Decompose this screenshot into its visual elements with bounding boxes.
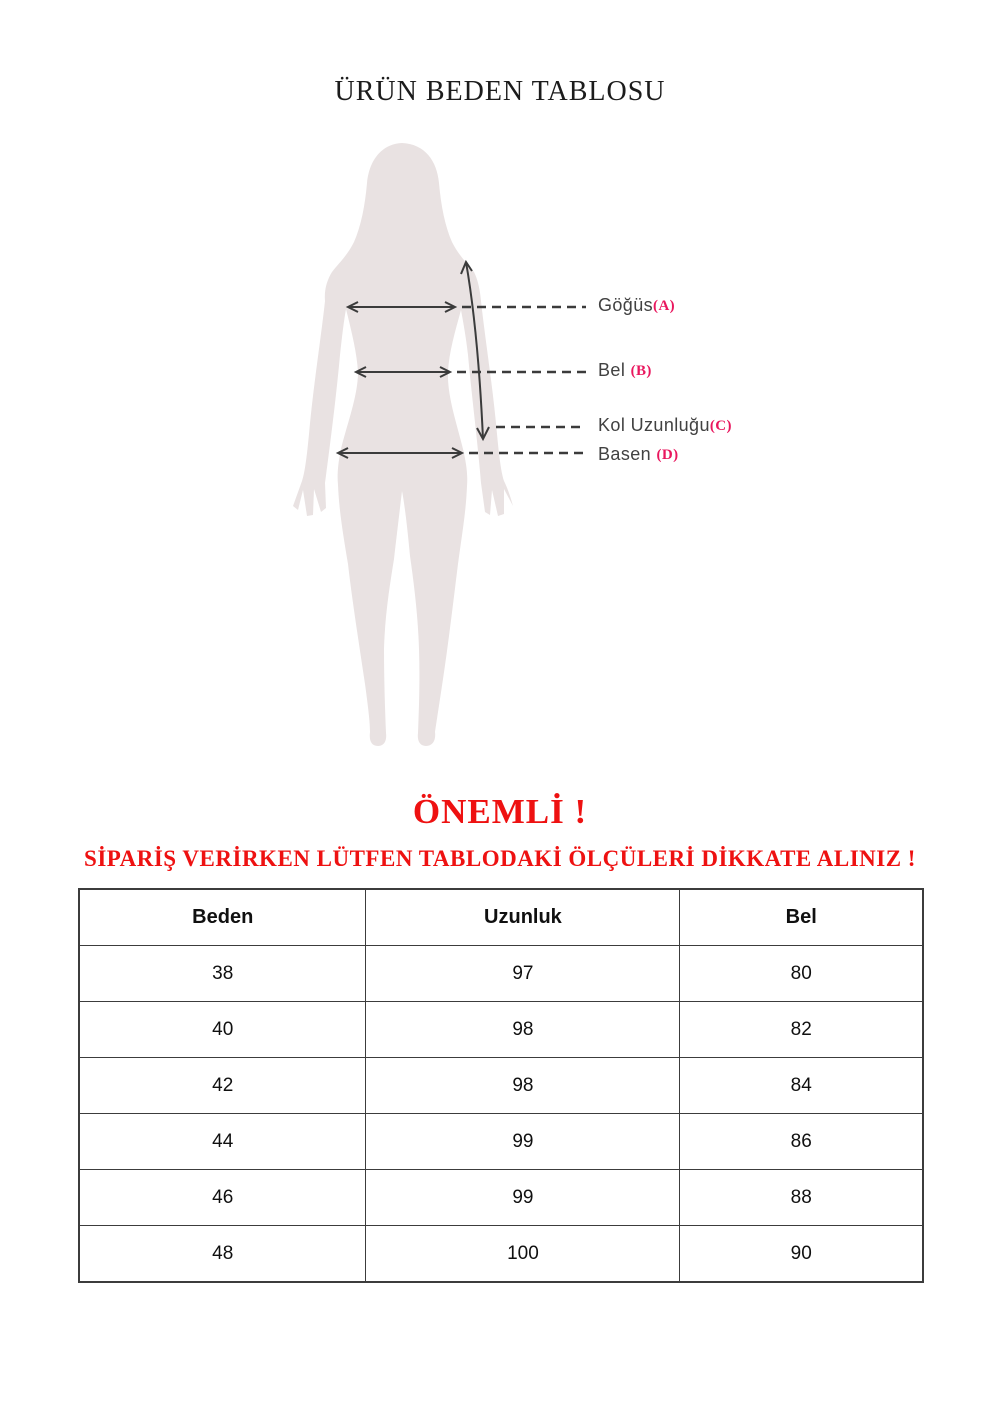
table-row [79,1170,923,1226]
measurement-name: Basen [598,444,657,464]
measurement-label-waist [598,360,652,381]
table-cell: 82 [680,1002,923,1058]
page-title: ÜRÜN BEDEN TABLOSU [334,76,666,107]
measurement-label-chest [598,295,675,316]
table-row [79,946,923,1002]
table-cell: 98 [366,1058,680,1114]
measurement-letter: (D) [656,447,679,463]
table-cell: 88 [680,1170,923,1226]
measurement-label-arm-length [598,415,732,436]
measurement-name: Kol Uzunluğu [598,415,710,435]
size-table-header-row [79,889,923,946]
table-cell: 46 [79,1170,366,1226]
measurement-letter: (A) [653,298,676,314]
table-row [79,1058,923,1114]
table-cell: 90 [680,1226,923,1283]
table-cell: 38 [79,946,366,1002]
measurement-name: Göğüs [598,295,654,315]
table-cell: 100 [366,1226,680,1283]
body-silhouette [293,143,513,746]
table-cell: 98 [366,1002,680,1058]
column-header-beden: Beden [79,889,366,946]
table-row [79,1114,923,1170]
table-cell: 44 [79,1114,366,1170]
column-header-uzunluk: Uzunluk [366,889,680,946]
table-cell: 40 [79,1002,366,1058]
table-row [79,1226,923,1283]
warning-message: SİPARİŞ VERİRKEN LÜTFEN TABLODAKİ ÖLÇÜLERİ DİKKATE ALINIZ ! [84,846,916,871]
table-cell: 80 [680,946,923,1002]
measurement-label-hip [598,444,678,465]
column-header-bel: Bel [680,889,923,946]
important-heading: ÖNEMLİ ! [412,792,588,831]
table-cell: 48 [79,1226,366,1283]
table-row [79,1002,923,1058]
table-cell: 84 [680,1058,923,1114]
table-cell: 97 [366,946,680,1002]
table-cell: 99 [366,1114,680,1170]
measurement-diagram [280,133,590,758]
measurement-letter: (B) [630,363,652,379]
size-table [78,888,924,1283]
table-cell: 42 [79,1058,366,1114]
size-table-container [78,888,924,1283]
table-cell: 86 [680,1114,923,1170]
table-cell: 99 [366,1170,680,1226]
measurement-name: Bel [598,360,631,380]
measurement-letter: (C) [709,418,732,434]
